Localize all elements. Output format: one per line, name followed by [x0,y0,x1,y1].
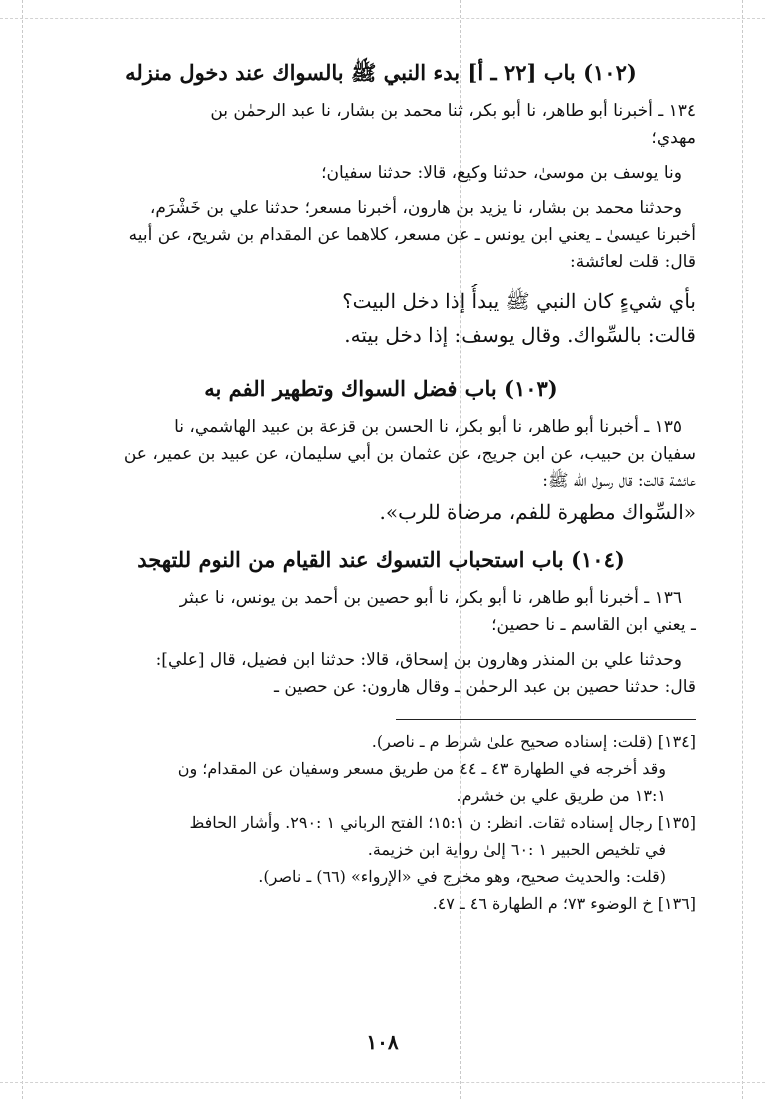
text-line: قال: حدثنا حصين بن عبد الرحمٰن ـ وقال هارون: عن حصين ـ [273,677,696,697]
isnad-yusuf [66,160,696,187]
text-line: وحدثنا محمد بن بشار، نا يزيد بن هارون، أخبرنا مسعر؛ حدثنا علي بن خَشْرَم، [149,198,682,218]
text-line: قال: قلت لعائشة: [570,252,696,272]
scan-guide-bottom [0,1082,765,1083]
footnote-line: [١٣٦] خ الوضوء ٧٣؛ م الطهارة ٤٦ ـ ٤٧. [432,894,696,913]
chapter-heading-102: (١٠٢) باب [٢٢ ـ أ] بدء النبي ﷺ بالسواك عند دخول منزله [125,60,637,85]
chapter-heading-104: (١٠٤) باب استحباب التسوك عند القيام من النوم للتهجد [137,547,625,572]
page-number: ١٠٨ [366,1030,399,1054]
footnote-separator [396,719,696,720]
scan-guide-left [22,0,23,1099]
footnote-line: [١٣٥] رجال إسناده ثقات. انظر: ن ١٥:١؛ الفتح الرباني ١ :٢٩٠. وأشار الحافظ [189,813,696,832]
hadith-136 [66,585,696,639]
text-line: عائشة قالت: قال رسول الله ﷺ: [542,471,696,491]
main-text [66,58,696,917]
scan-guide-top [0,18,765,19]
hadith-134 [66,98,696,152]
footnote-line: ١٣:١ من طريق علي بن خشرم. [456,786,666,805]
text-line: ١٣٥ ـ أخبرنا أبو طاهر، نا أبو بكر، نا الحسن بن قزعة بن عبيد الهاشمي، نا [174,417,682,437]
footnote-line: (قلت: والحديث صحيح، وهو مخرج في «الإرواء» (٦٦) ـ ناصر). [258,867,666,886]
text-line: ـ يعني ابن القاسم ـ نا حصين؛ [491,615,696,635]
text-line: أخبرنا عيسىٰ ـ يعني ابن يونس ـ عن مسعر، كلاهما عن المقدام بن شريح، عن أبيه [128,225,696,245]
matn-line: قالت: بالسِّواك. وقال يوسف: إذا دخل بيته. [344,323,696,347]
footnote-line: [١٣٤] (قلت: إسناده صحيح علىٰ شرط م ـ ناصر). [371,732,696,751]
matn-line: بأي شيءٍ كان النبي ﷺ يبدأُ إذا دخل البيت؟ [342,289,696,313]
footnote-line: وقد أخرجه في الطهارة ٤٣ ـ ٤٤ من طريق مسعر وسفيان عن المقدام؛ ون [177,759,666,778]
isnad-muhammad [66,195,696,276]
matn-134 [66,284,696,352]
text-line: سفيان بن حبيب، عن ابن جريج، عن عثمان بن أبي سليمان، عن عبيد بن عمير، عن [123,444,696,464]
hadith-135 [66,414,696,529]
text-line: ١٣٦ ـ أخبرنا أبو طاهر، نا أبو بكر، نا أبو حصين بن أحمد بن يونس، نا عبثر [179,588,682,608]
text-line: وحدثنا علي بن المنذر وهارون بن إسحاق، قالا: حدثنا ابن فضيل، قال [علي]: [155,650,682,670]
chapter-heading-103: (١٠٣) باب فضل السواك وتطهير الفم به [204,376,558,401]
matn-line: «السِّواك مطهرة للفم، مرضاة للرب». [379,500,696,524]
isnad-ali [66,647,696,701]
scan-guide-right [742,0,743,1099]
text-line: ونا يوسف بن موسىٰ، حدثنا وكيع، قالا: حدثنا سفيان؛ [321,163,682,183]
footnotes [66,728,696,917]
text-line: ١٣٤ ـ أخبرنا أبو طاهر، نا أبو بكر، ثنا محمد بن بشار، نا عبد الرحمٰن بن [210,101,696,121]
text-line: مهدي؛ [651,128,696,148]
footnote-line: في تلخيص الحبير ١ :٦٠ إلىٰ رواية ابن خزيمة. [367,840,666,859]
